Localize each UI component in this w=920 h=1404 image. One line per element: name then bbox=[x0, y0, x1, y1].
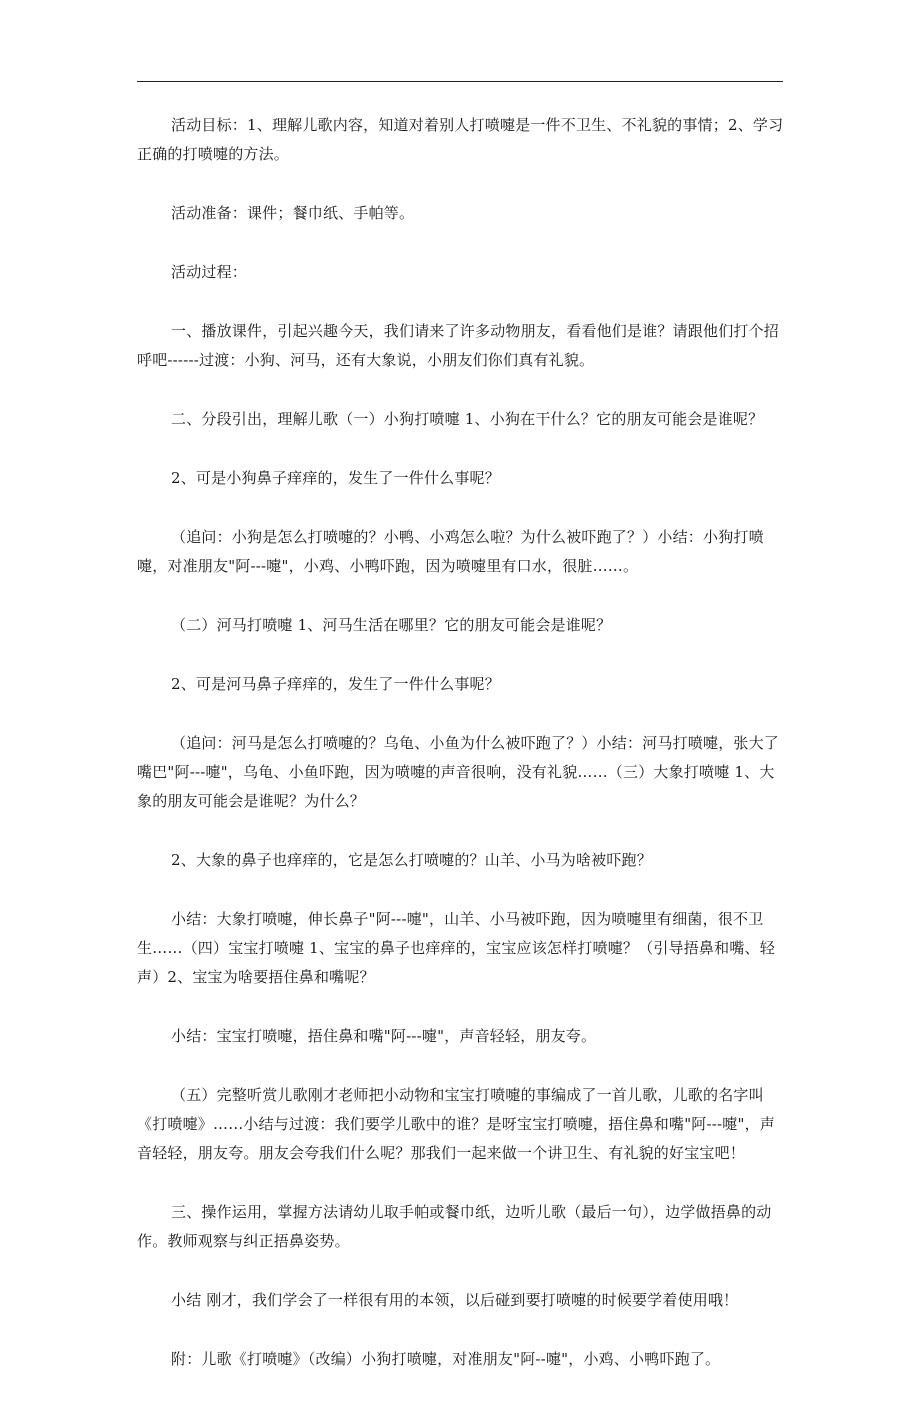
paragraph-activity-goal: 活动目标：1、理解儿歌内容，知道对着别人打喷嚏是一件不卫生、不礼貌的事情；2、学习正确的打喷嚏的方法。 bbox=[137, 116, 784, 163]
document-body bbox=[137, 111, 789, 1404]
paragraph-activity-prep: 活动准备：课件；餐巾纸、手帕等。 bbox=[171, 204, 415, 222]
paragraph-hippo-summary: （追问：河马是怎么打喷嚏的？乌龟、小鱼为什么被吓跑了？）小结：河马打喷嚏，张大了嘴巴"阿---嚏"，乌龟、小鱼吓跑，因为喷嚏的声音很响，没有礼貌……（三）大象打喷嚏 1、大象的朋友可能会是谁呢？为什么？ bbox=[137, 734, 780, 810]
paragraph-appendix-song: 附：儿歌《打喷嚏》（改编）小狗打喷嚏，对准朋友"阿--嚏"，小鸡、小鸭吓跑了。 bbox=[171, 1350, 721, 1368]
paragraph-step-one: 一、播放课件，引起兴趣今天，我们请来了许多动物朋友，看看他们是谁？请跟他们打个招呼吧------过渡：小狗、河马，还有大象说，小朋友们你们真有礼貌。 bbox=[137, 322, 780, 369]
paragraph-activity-process: 活动过程： bbox=[171, 263, 248, 281]
paragraph-full-song: （五）完整听赏儿歌刚才老师把小动物和宝宝打喷嚏的事编成了一首儿歌，儿歌的名字叫《打喷嚏》……小结与过渡：我们要学儿歌中的谁？是呀宝宝打喷嚏，捂住鼻和嘴"阿---嚏"，声音轻轻，朋友夸。朋友会夸我们什么呢？那我们一起来做一个讲卫生、有礼貌的好宝宝吧！ bbox=[137, 1086, 776, 1162]
paragraph-step-three: 三、操作运用，掌握方法请幼儿取手帕或餐巾纸，边听儿歌（最后一句），边学做捂鼻的动作。教师观察与纠正捂鼻姿势。 bbox=[137, 1203, 772, 1250]
paragraph-final-summary: 小结 刚才，我们学会了一样很有用的本领，以后碰到要打喷嚏的时候要学着使用哦！ bbox=[171, 1291, 739, 1309]
paragraph-step-two: 二、分段引出，理解儿歌（一）小狗打喷嚏 1、小狗在干什么？它的朋友可能会是谁呢？ bbox=[171, 410, 764, 428]
paragraph-baby-summary: 小结：宝宝打喷嚏，捂住鼻和嘴"阿---嚏"，声音轻轻，朋友夸。 bbox=[171, 1027, 597, 1045]
header-rule bbox=[137, 81, 783, 82]
paragraph-hippo-intro: （二）河马打喷嚏 1、河马生活在哪里？它的朋友可能会是谁呢？ bbox=[171, 616, 612, 634]
paragraph-elephant-question: 2、大象的鼻子也痒痒的，它是怎么打喷嚏的？山羊、小马为啥被吓跑？ bbox=[171, 851, 652, 869]
paragraph-puppy-question: 2、可是小狗鼻子痒痒的，发生了一件什么事呢？ bbox=[171, 469, 500, 487]
paragraph-hippo-question: 2、可是河马鼻子痒痒的，发生了一件什么事呢？ bbox=[171, 675, 500, 693]
paragraph-puppy-summary: （追问：小狗是怎么打喷嚏的？小鸭、小鸡怎么啦？为什么被吓跑了？）小结：小狗打喷嚏，对准朋友"阿---嚏"，小鸡、小鸭吓跑，因为喷嚏里有口水，很脏……。 bbox=[137, 528, 764, 575]
paragraph-elephant-summary: 小结：大象打喷嚏，伸长鼻子"阿---嚏"，山羊、小马被吓跑，因为喷嚏里有细菌，很不卫生……（四）宝宝打喷嚏 1、宝宝的鼻子也痒痒的，宝宝应该怎样打喷嚏？（引导捂鼻和嘴、轻声）2、宝宝为啥要捂住鼻和嘴呢？ bbox=[137, 910, 775, 986]
